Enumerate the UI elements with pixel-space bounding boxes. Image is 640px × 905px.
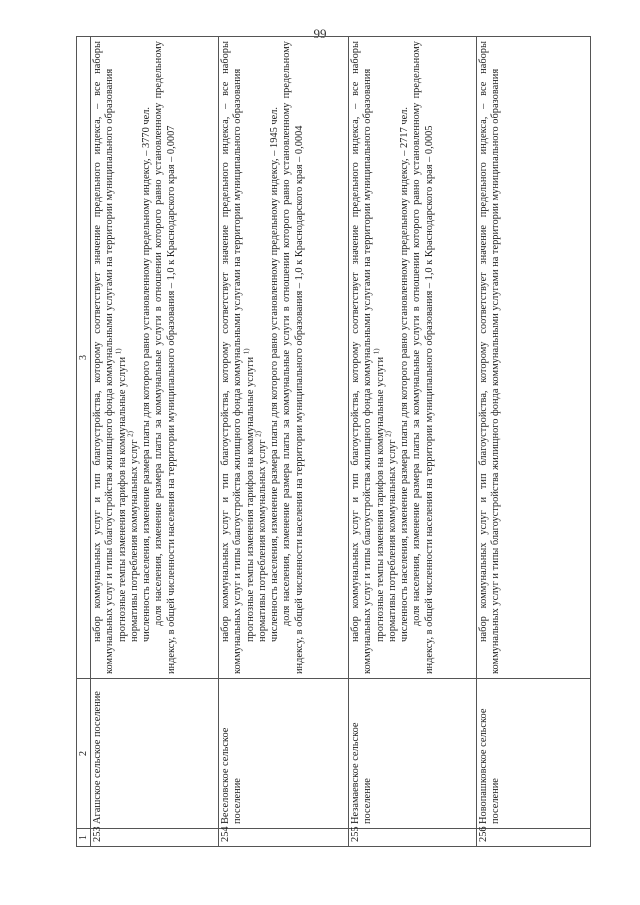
row-description [219,37,349,679]
row-number: 255 [349,829,477,847]
row-number: 253 [91,829,219,847]
desc-tariffs: прогнозные темпы изменения тарифов на коммунальные услуги [374,356,386,642]
municipality-name: Новопашковское сельское поселение [477,679,591,829]
desc-population: численность населения, изменение размера платы для которого равно установленному предельному индексу, – 3770 чел. [141,106,153,642]
footnote-mark: 2) [126,431,135,437]
footnote-mark: 1) [114,348,123,355]
footnote-mark: 1) [372,348,381,355]
row-description [349,37,477,679]
municipality-name: Веселовское сельское поселение [219,679,349,829]
header-col-3: 3 [77,37,91,679]
desc-population-share: доля населения, изменение размера платы за коммунальные услуги в отношении которого равно установленному предельному индексу, в общей численности населения на территории муниципального образования – 1,0 к Краснодарского края – 0,0005 [411,41,435,674]
desc-population-share: доля населения, изменение размера платы за коммунальные услуги в отношении которого равно установленному предельному индексу, в общей численности населения на территории муниципального образования – 1,0 к Краснодарского края – 0,0007 [153,41,177,674]
indices-table [76,36,591,847]
desc-tariffs: прогнозные темпы изменения тарифов на коммунальные услуги [244,356,256,642]
desc-norms: нормативы потребления коммунальных услуг [128,439,140,642]
row-description [477,37,591,679]
desc-population: численность населения, изменение размера платы для которого равно установленному предельному индексу, – 2717 чел. [399,106,411,642]
footnote-mark: 2) [384,431,393,437]
row-number: 254 [219,829,349,847]
footnote-mark: 2) [254,431,263,437]
row-description [91,37,219,679]
table-row [219,37,349,847]
footnote-mark: 1) [242,348,251,355]
municipality-name: Агашское сельское поселение [91,679,219,829]
row-number: 256 [477,829,591,847]
rotated-table-container [76,37,591,847]
desc-norms: нормативы потребления коммунальных услуг [256,439,268,642]
desc-services-set: набор коммунальных услуг и тип благоустройства, которому соответствует значение предельного индекса, – все наборы коммунальных услуг и типы благоустройства жилищного фонда коммунальными услугами на территории муниципального образования [478,41,502,674]
header-col-1: 1 [77,829,91,847]
desc-services-set: набор коммунальных услуг и тип благоустройства, которому соответствует значение предельного индекса, – все наборы коммунальных услуг и типы благоустройства жилищного фонда коммунальными услугами на территории муниципального образования [220,41,244,674]
municipality-name: Незамаевское сельское поселение [349,679,477,829]
table-header-row [77,37,91,847]
desc-services-set: набор коммунальных услуг и тип благоустройства, которому соответствует значение предельного индекса, – все наборы коммунальных услуг и типы благоустройства жилищного фонда коммунальными услугами на территории муниципального образования [92,41,116,674]
table-row [477,37,591,847]
desc-population: численность населения, изменение размера платы для которого равно установленному предельному индексу, – 1945 чел. [269,106,281,642]
desc-services-set: набор коммунальных услуг и тип благоустройства, которому соответствует значение предельного индекса, – все наборы коммунальных услуг и типы благоустройства жилищного фонда коммунальными услугами на территории муниципального образования [350,41,374,674]
desc-population-share: доля населения, изменение размера платы за коммунальные услуги в отношении которого равно установленному предельному индексу, в общей численности населения на территории муниципального образования – 1,0 к Краснодарского края – 0,0004 [281,41,305,674]
header-col-2: 2 [77,679,91,829]
table-row [91,37,219,847]
table-row [349,37,477,847]
page-number: 99 [313,26,327,41]
desc-norms: нормативы потребления коммунальных услуг [386,439,398,642]
desc-tariffs: прогнозные темпы изменения тарифов на коммунальные услуги [116,356,128,642]
